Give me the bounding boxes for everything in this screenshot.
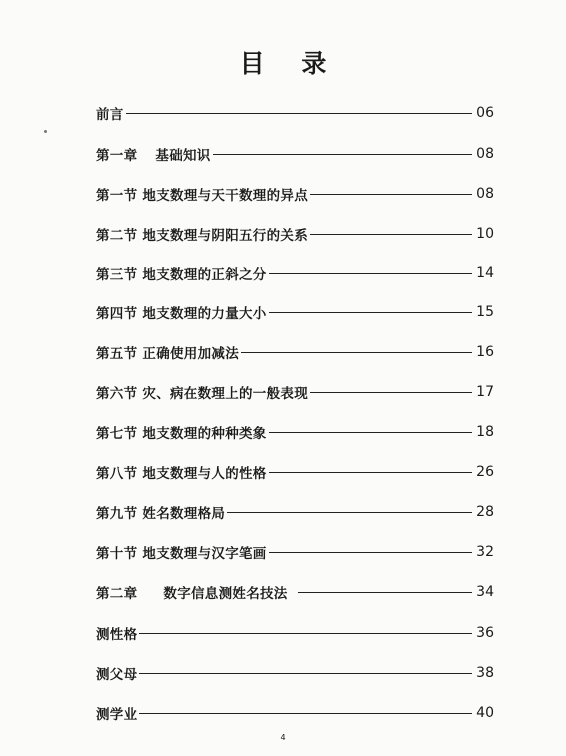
- leader-line: [269, 312, 472, 313]
- page-title: 目 录: [239, 49, 341, 78]
- toc-entry-page: 26: [476, 464, 494, 480]
- leader-line: [269, 472, 472, 473]
- toc-entry[interactable]: [96, 221, 494, 247]
- leader-line: [269, 432, 472, 433]
- toc-entry-label: 测性格: [96, 627, 138, 643]
- toc-entry-subtitle: 基础知识: [155, 148, 211, 164]
- toc-entry[interactable]: [96, 459, 494, 485]
- leader-line: [126, 113, 472, 114]
- leader-line: [269, 552, 472, 553]
- toc-entry[interactable]: [96, 660, 494, 686]
- toc-entry-page: 38: [476, 665, 494, 681]
- toc-entry-label: 测学业: [96, 707, 138, 723]
- toc-entry-page: 06: [476, 105, 494, 121]
- toc-entry-label: 第十节 地支数理与汉字笔画: [96, 546, 267, 562]
- toc-entry-page: 08: [476, 186, 494, 202]
- toc-entry[interactable]: [96, 260, 494, 286]
- toc-entry-label: 第三节 地支数理的正斜之分: [96, 267, 267, 283]
- toc-entry-label: 第六节 灾、病在数理上的一般表现: [96, 386, 308, 402]
- toc-entry-page: 32: [476, 544, 494, 560]
- toc-entry[interactable]: [96, 181, 494, 207]
- toc-entry[interactable]: [96, 700, 494, 726]
- leader-line: [298, 592, 472, 593]
- leader-line: [139, 633, 472, 634]
- toc-entry-page: 15: [476, 304, 494, 320]
- toc-entry-page: 16: [476, 344, 494, 360]
- toc-entry-label: 第七节 地支数理的种种类象: [96, 426, 267, 442]
- toc-entry-label: 第八节 地支数理与人的性格: [96, 466, 267, 482]
- toc-entry[interactable]: [96, 379, 494, 405]
- toc-entry-page: 28: [476, 504, 494, 520]
- toc-entry[interactable]: [96, 141, 494, 167]
- toc-entry-page: 14: [476, 265, 494, 281]
- toc-entry-page: 34: [476, 584, 494, 600]
- toc-entry[interactable]: [96, 100, 494, 126]
- leader-line: [227, 512, 472, 513]
- toc-entry-label: 第二节 地支数理与阴阳五行的关系: [96, 228, 308, 244]
- toc-entry[interactable]: [96, 499, 494, 525]
- leader-line: [310, 234, 472, 235]
- toc-entry-label: 第二章: [96, 586, 138, 602]
- toc-entry-label: 第九节 姓名数理格局: [96, 506, 226, 522]
- toc-entry[interactable]: [96, 339, 494, 365]
- toc-entry-page: 36: [476, 625, 494, 641]
- toc-entry-page: 10: [476, 226, 494, 242]
- toc-entry[interactable]: [96, 620, 494, 646]
- toc-entry-subtitle: 数字信息测姓名技法: [163, 586, 288, 602]
- toc-entry[interactable]: [96, 539, 494, 565]
- toc-entry-label: 第五节 正确使用加减法: [96, 346, 239, 362]
- toc-entry-page: 18: [476, 424, 494, 440]
- toc-entry-label: 测父母: [96, 667, 138, 683]
- toc-entry-page: 08: [476, 146, 494, 162]
- toc-entry[interactable]: [96, 299, 494, 325]
- leader-line: [213, 154, 472, 155]
- leader-line: [310, 194, 472, 195]
- toc-entry-label: 第一节 地支数理与天干数理的异点: [96, 188, 308, 204]
- toc-entry-page: 40: [476, 705, 494, 721]
- toc-entry-label: 第四节 地支数理的力量大小: [96, 306, 267, 322]
- page-number: 4: [280, 733, 286, 742]
- toc-entry-page: 17: [476, 384, 494, 400]
- toc-entry[interactable]: [96, 579, 494, 605]
- leader-line: [310, 392, 472, 393]
- toc-entry-label: 前言: [96, 107, 124, 123]
- leader-line: [139, 713, 472, 714]
- leader-line: [139, 673, 472, 674]
- leader-line: [269, 273, 472, 274]
- leader-line: [241, 352, 472, 353]
- toc-entry-label: 第一章: [96, 148, 138, 164]
- toc-entry[interactable]: [96, 419, 494, 445]
